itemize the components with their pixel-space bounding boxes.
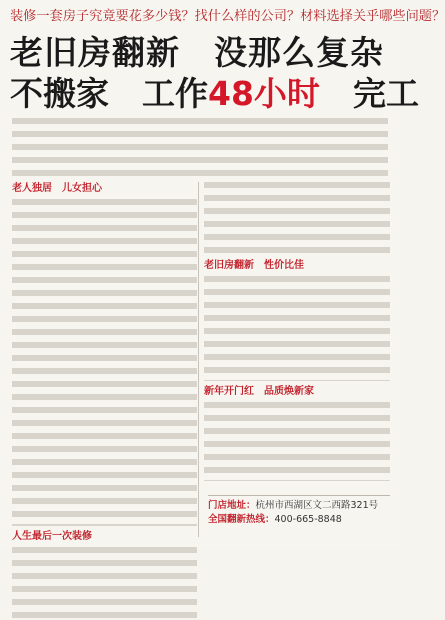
address-row	[208, 499, 390, 513]
store-info	[208, 495, 390, 539]
left-text-block-1	[12, 199, 197, 526]
left-text-block-2	[12, 547, 197, 620]
hotline-value: 400-665-8848	[274, 514, 342, 525]
section-heading-elderly: 老人独居 儿女担心	[12, 183, 102, 194]
column-divider	[198, 182, 199, 537]
right-text-block-2	[204, 276, 390, 381]
address-label: 门店地址：	[208, 500, 256, 511]
lead-paragraph	[12, 118, 388, 176]
hotline-row	[208, 513, 390, 527]
lead-text-block	[12, 118, 388, 176]
section-heading-value: 老旧房翻新 性价比佳	[204, 260, 304, 271]
headline-line-2-post: 完工	[319, 74, 419, 113]
right-text-block-1	[204, 182, 390, 255]
left-column	[12, 182, 197, 541]
section-heading-new-year: 新年开门红 品质焕新家	[204, 386, 314, 397]
hotline-label: 全国翻新热线：	[208, 514, 275, 525]
headline-highlight: 48小时	[208, 74, 320, 113]
right-column	[204, 182, 390, 541]
headline-line-1: 老旧房翻新 没那么复杂	[10, 33, 384, 72]
question-line: 装修一套房子究竟要花多少钱？找什么样的公司？材料选择关乎哪些问题？	[10, 9, 445, 24]
headline-line-2	[10, 73, 419, 115]
address-value: 杭州市西湖区文二西路321号	[255, 500, 379, 511]
headline-line-2-pre: 不搬家 工作	[10, 74, 208, 113]
right-text-block-3	[204, 402, 390, 481]
section-heading-last-renovation: 人生最后一次装修	[12, 531, 92, 542]
